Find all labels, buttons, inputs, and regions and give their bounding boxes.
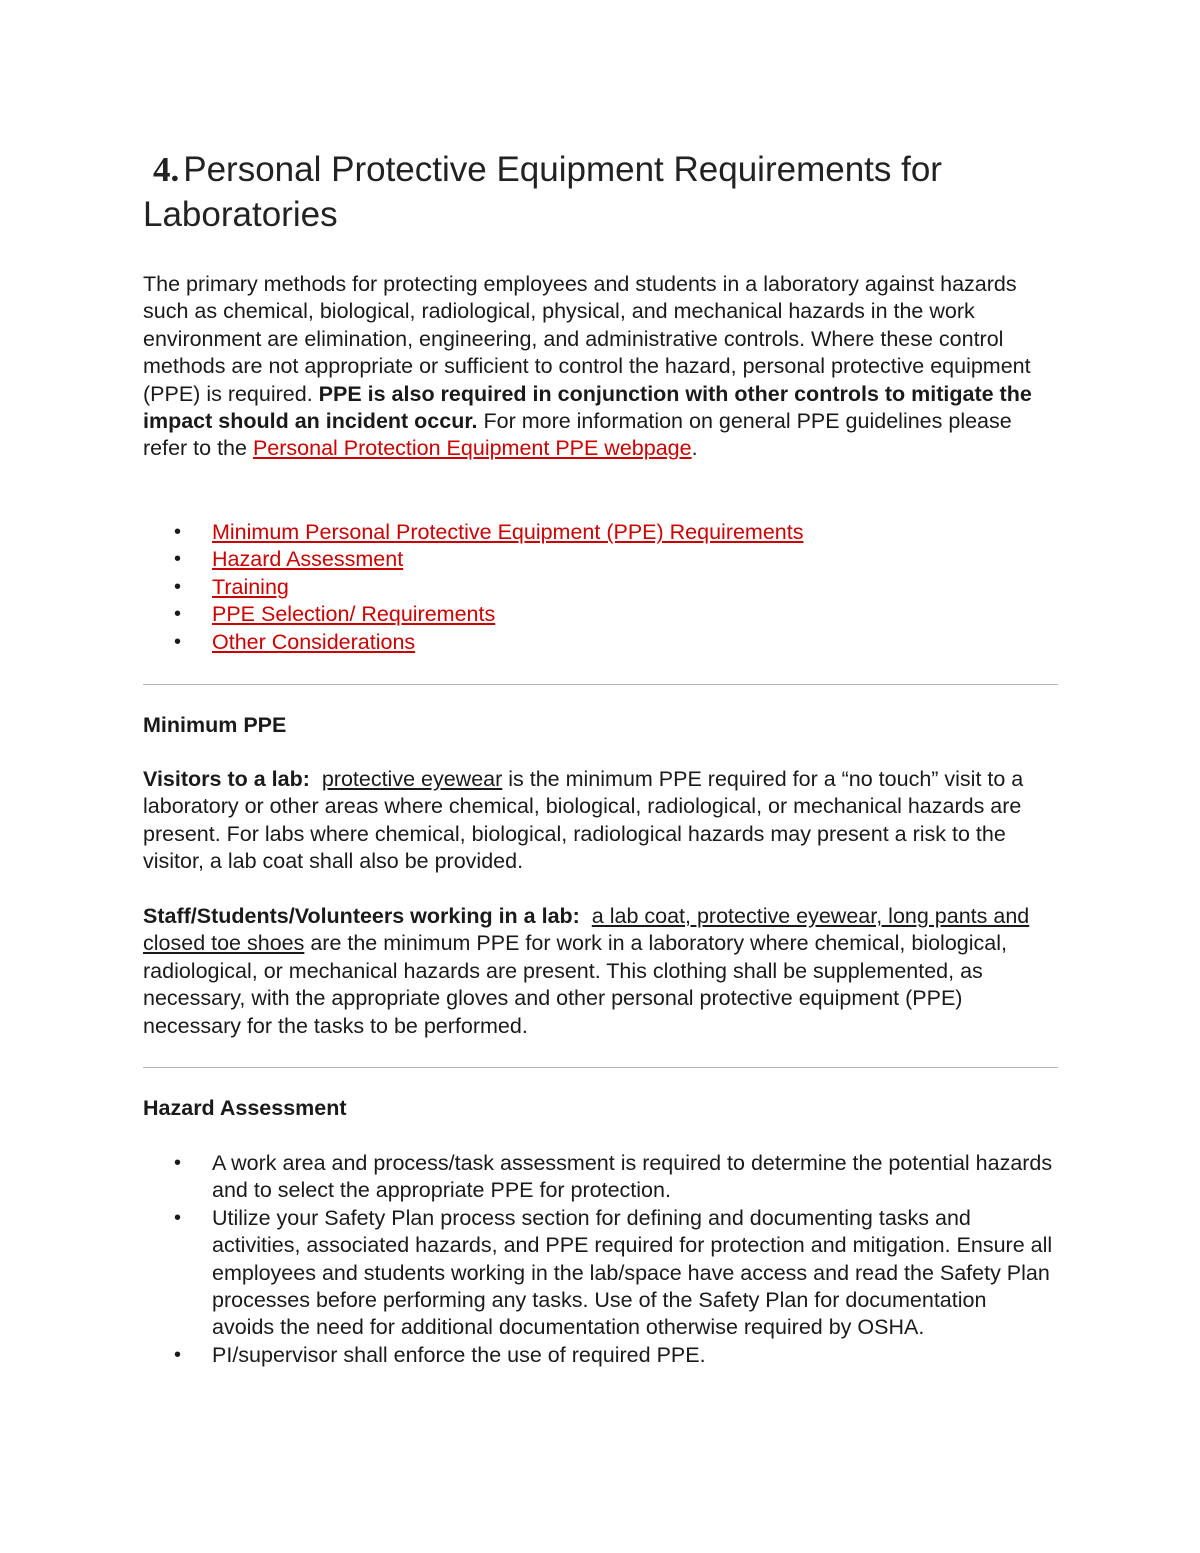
toc-link-other-considerations[interactable]: Other Considerations <box>212 629 416 654</box>
toc-item <box>143 629 1043 656</box>
toc-item <box>143 546 1043 573</box>
hazard-assessment-heading: Hazard Assessment <box>143 1096 347 1120</box>
divider <box>143 1067 1058 1068</box>
toc-link-hazard-assessment[interactable]: Hazard Assessment <box>212 547 404 572</box>
visitors-paragraph <box>143 766 1053 876</box>
page-title <box>143 147 1043 237</box>
list-item: • Utilize your Safety Plan process section for defining and documenting tasks and activities, associated hazards, and PPE required for protection and mitigation. Ensure all employees and students working in the lab/space have access and read the Safety Plan processes before performing any tasks. Use of the Safety Plan for documentation avoids the need for additional documentation otherwise required by OSHA. <box>143 1205 1053 1342</box>
toc-list <box>143 519 1043 656</box>
intro-end: . <box>691 436 698 461</box>
visitors-label: Visitors to a lab: <box>143 767 310 791</box>
toc-item <box>143 574 1043 601</box>
list-item: • PI/supervisor shall enforce the use of required PPE. <box>143 1342 1053 1369</box>
toc-item <box>143 519 1043 546</box>
staff-label: Staff/Students/Volunteers working in a lab: <box>143 904 580 928</box>
list-item: • A work area and process/task assessment is required to determine the potential hazards and to select the appropriate PPE for protection. <box>143 1150 1053 1205</box>
minimum-ppe-heading: Minimum PPE <box>143 713 287 737</box>
toc-item <box>143 601 1043 628</box>
hazard-bullets <box>143 1150 1053 1369</box>
intro-paragraph <box>143 271 1048 463</box>
title-text: Personal Protective Equipment Requirements for Laboratories <box>143 150 942 234</box>
ppe-webpage-link[interactable]: Personal Protection Equipment PPE webpage <box>252 436 692 461</box>
visitors-text: is the minimum PPE required for a “no touch” visit to a laboratory or other areas where chemical, biological, radiological, or mechanical hazards are present. For labs where chemical, biological, radiological hazards may present a risk to the visitor, a lab coat shall also be provided. <box>143 767 1024 874</box>
intro-text-2: For more information on general PPE guidelines please refer to the <box>143 409 1012 461</box>
section-number: 4. <box>153 150 180 189</box>
intro-bold-text: PPE is also required in conjunction with other controls to mitigate the impact should an incident occur. <box>143 381 1032 434</box>
visitors-underlined: protective eyewear <box>321 767 503 791</box>
staff-text: are the minimum PPE for work in a laboratory where chemical, biological, radiological, or mechanical hazards are present. This clothing shall be supplemented, as necessary, with the appropriate gloves and other personal protective equipment (PPE) necessary for the tasks to be performed. <box>143 931 1007 1038</box>
toc-link-training[interactable]: Training <box>212 574 289 599</box>
intro-text: The primary methods for protecting employees and students in a laboratory against hazards such as chemical, biological, radiological, physical, and mechanical hazards in the work environment are elimination, engineering, and administrative controls. Where these control methods are not appropriate or sufficient to control the hazard, personal protective equipment (PPE) is required. <box>143 272 1031 406</box>
toc-link-minimum-ppe[interactable]: Minimum Personal Protective Equipment (PPE) Requirements <box>212 520 804 544</box>
toc-link-ppe-selection[interactable]: PPE Selection/ Requirements <box>212 602 496 627</box>
staff-paragraph <box>143 903 1053 1040</box>
divider <box>143 684 1058 685</box>
staff-underlined: a lab coat, protective eyewear, long pants and closed toe shoes <box>143 904 1030 956</box>
